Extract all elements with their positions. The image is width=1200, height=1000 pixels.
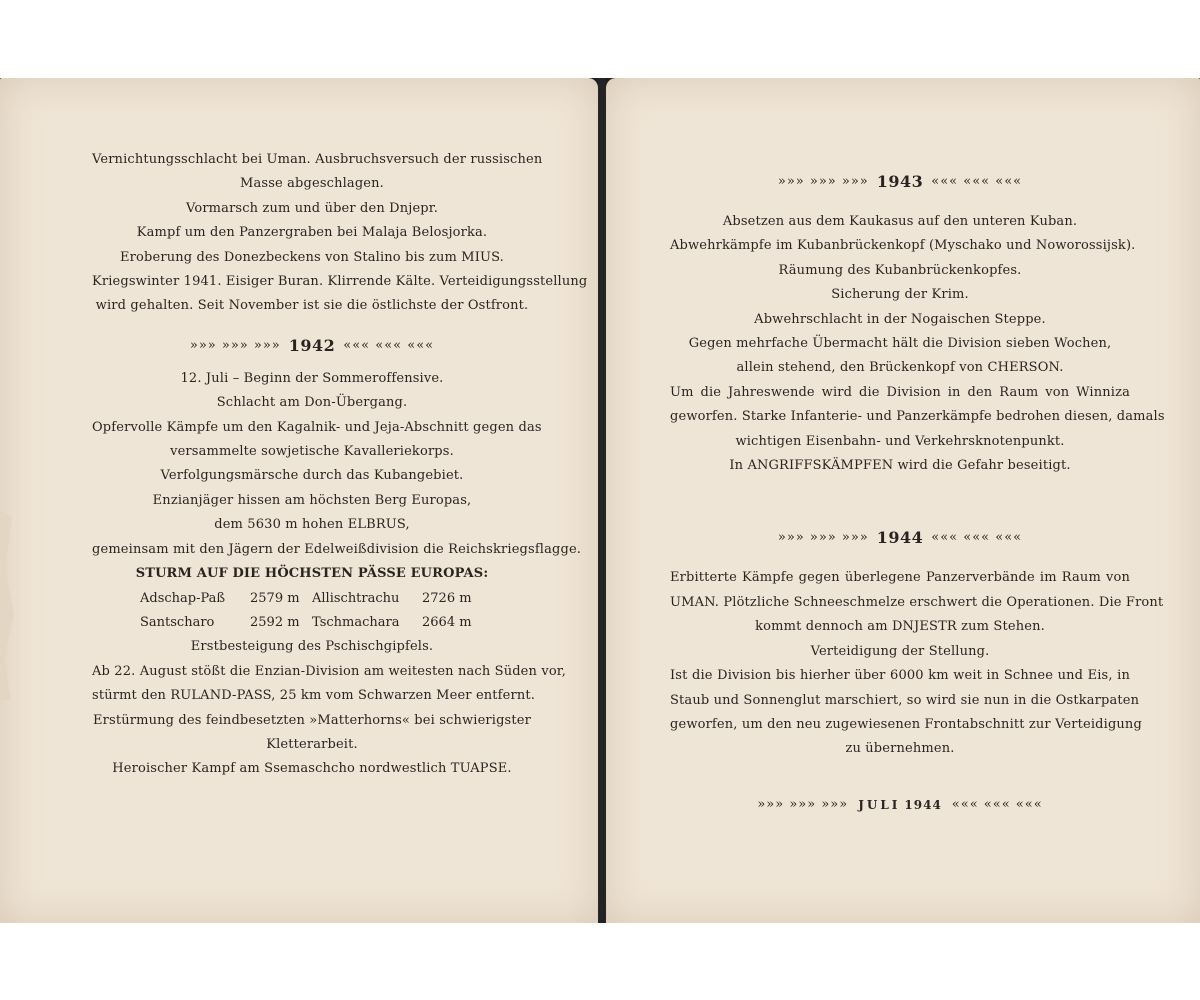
text-line: allein stehend, den Brückenkopf von CHERSON. bbox=[736, 360, 1064, 376]
text-line: Kampf um den Panzergraben bei Malaja Belosjorka. bbox=[136, 225, 488, 241]
closing-month: JULI bbox=[858, 797, 901, 812]
ornament-left: »»» »»» »»» bbox=[757, 797, 849, 813]
text-line: Kletterarbeit. bbox=[266, 736, 358, 752]
text-line: Abwehrschlacht in der Nogaischen Steppe. bbox=[754, 311, 1046, 327]
text-line: Schlacht am Don-Übergang. bbox=[216, 395, 408, 411]
ornament-right: ««« ««« ««« bbox=[931, 529, 1023, 545]
right-page-text bbox=[670, 166, 1165, 820]
year-heading-1944 bbox=[670, 522, 1130, 552]
text-line: Um die Jahreswende wird die Division in den Raum von Winniza bbox=[670, 384, 1130, 400]
torn-edge bbox=[0, 510, 20, 700]
book-spread bbox=[0, 78, 1200, 923]
text-line: Kriegswinter 1941. Eisiger Buran. Klirrende Kälte. Verteidigungsstellung bbox=[92, 274, 588, 290]
text-line: Räumung des Kubanbrückenkopfes. bbox=[778, 262, 1022, 278]
year-label: 1943 bbox=[876, 171, 924, 191]
text-line: Absetzen aus dem Kaukasus auf den unteren Kuban. bbox=[722, 214, 1078, 229]
left-page-text bbox=[92, 148, 588, 782]
text-line: Abwehrkämpfe im Kubanbrückenkopf (Myschako und Noworossijsk). bbox=[670, 238, 1136, 254]
text-line: Masse abgeschlagen. bbox=[240, 176, 384, 192]
ornament-right: ««« ««« ««« bbox=[343, 338, 435, 354]
text-line: Erstürmung des feindbesetzten »Matterhorns« bei schwierigster bbox=[93, 712, 531, 728]
pass-height: 2726 m bbox=[422, 590, 472, 606]
text-line: Ist die Division bis hierher über 6000 km weit in Schnee und Eis, in bbox=[670, 668, 1130, 684]
ornament-left: »»» »»» »»» bbox=[777, 173, 869, 189]
text-line: Vernichtungsschlacht bei Uman. Ausbruchsversuch der russischen bbox=[92, 152, 543, 167]
year-label: 1944 bbox=[876, 527, 924, 547]
text-line: Erbitterte Kämpfe gegen überlegene Panzerverbände im Raum von bbox=[670, 570, 1130, 586]
text-line: versammelte sowjetische Kavalleriekorps. bbox=[170, 444, 454, 460]
text-line: wird gehalten. Seit November ist sie die östlichste der Ostfront. bbox=[95, 298, 529, 314]
text-line: wichtigen Eisenbahn- und Verkehrsknotenpunkt. bbox=[735, 433, 1065, 449]
text-line: gemeinsam mit den Jägern der Edelweißdivision die Reichskriegsflagge. bbox=[92, 541, 582, 557]
pass-height: 2664 m bbox=[422, 614, 472, 630]
pass-name: Santscharo bbox=[140, 614, 215, 630]
pass-height: 2579 m bbox=[250, 590, 300, 606]
closing-year: 1944 bbox=[904, 797, 942, 812]
ornament-right: ««« ««« ««« bbox=[951, 797, 1043, 813]
pass-height: 2592 m bbox=[250, 614, 300, 630]
text-line: Staub und Sonnenglut marschiert, so wird sie nun in die Ostkarpaten bbox=[670, 692, 1140, 708]
text-line: Eroberung des Donezbeckens von Stalino bis zum MIUS. bbox=[120, 249, 504, 265]
year-heading-1942 bbox=[92, 331, 532, 361]
text-line: UMAN. Plötzliche Schneeschmelze erschwert die Operationen. Die Front bbox=[670, 594, 1164, 610]
pass-name: Allischtrachu bbox=[312, 590, 400, 606]
text-line: 12. Juli – Beginn der Sommeroffensive. bbox=[180, 370, 444, 386]
text-line: Vormarsch zum und über den Dnjepr. bbox=[186, 200, 438, 216]
text-line: In ANGRIFFSKÄMPFEN wird die Gefahr beseitigt. bbox=[729, 458, 1071, 474]
text-line: Gegen mehrfache Übermacht hält die Division sieben Wochen, bbox=[688, 336, 1112, 352]
text-line: Enzianjäger hissen am höchsten Berg Europas, bbox=[152, 492, 472, 508]
text-line: geworfen. Starke Infanterie- und Panzerkämpfe bedrohen diesen, damals bbox=[670, 409, 1165, 425]
year-heading-1943 bbox=[670, 166, 1130, 196]
ornament-left: »»» »»» »»» bbox=[189, 338, 281, 354]
text-line: Erstbesteigung des Pschischgipfels. bbox=[190, 639, 434, 655]
pass-name: Tschmachara bbox=[312, 614, 400, 630]
text-line: Opfervolle Kämpfe um den Kagalnik- und Jeja-Abschnitt gegen das bbox=[92, 419, 542, 435]
text-line: zu übernehmen. bbox=[845, 741, 955, 757]
text-line: stürmt den RULAND-PASS, 25 km vom Schwarzen Meer entfernt. bbox=[92, 688, 536, 704]
passes-heading: STURM AUF DIE HÖCHSTEN PÄSSE EUROPAS: bbox=[135, 566, 489, 582]
closing-date bbox=[670, 790, 1130, 820]
right-page bbox=[606, 78, 1200, 923]
pass-row bbox=[92, 611, 532, 635]
left-page bbox=[0, 78, 598, 923]
text-line: Heroischer Kampf am Ssemaschcho nordwestlich TUAPSE. bbox=[112, 761, 512, 777]
pass-row bbox=[92, 587, 532, 611]
text-line: Ab 22. August stößt die Enzian-Division am weitesten nach Süden vor, bbox=[92, 663, 567, 679]
ornament-left: »»» »»» »»» bbox=[777, 529, 869, 545]
text-line: Verteidigung der Stellung. bbox=[810, 643, 990, 659]
text-line: Verfolgungsmärsche durch das Kubangebiet. bbox=[160, 468, 464, 484]
text-line: geworfen, um den neu zugewiesenen Frontabschnitt zur Verteidigung bbox=[670, 716, 1142, 732]
text-line: Sicherung der Krim. bbox=[831, 287, 969, 303]
ornament-right: ««« ««« ««« bbox=[931, 173, 1023, 189]
text-line: kommt dennoch am DNJESTR zum Stehen. bbox=[755, 619, 1045, 635]
book-fold bbox=[598, 78, 606, 923]
year-label: 1942 bbox=[288, 336, 336, 356]
pass-name: Adschap-Paß bbox=[140, 590, 226, 606]
text-line: dem 5630 m hohen ELBRUS, bbox=[214, 517, 410, 533]
